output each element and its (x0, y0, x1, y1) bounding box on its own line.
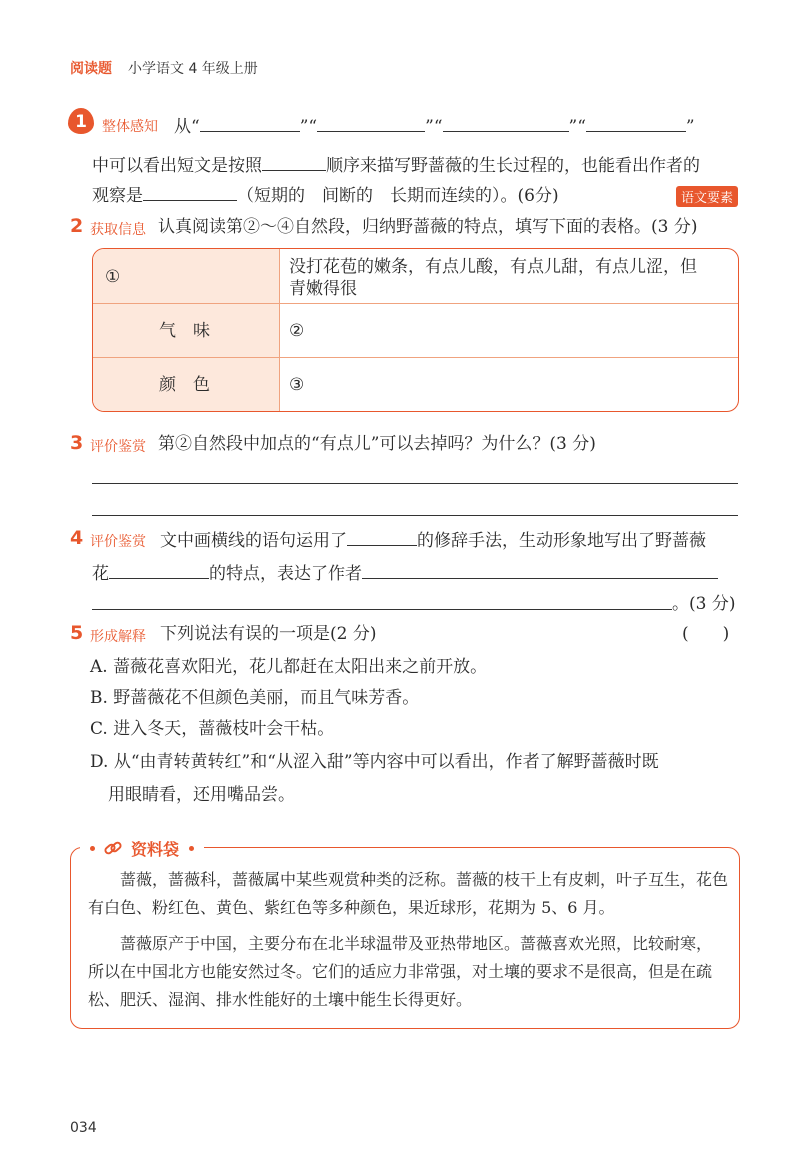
q5-tag: 形成解释 (90, 629, 146, 645)
q5-text: 下列说法有误的一项是(2 分) (160, 624, 377, 644)
q1-line3: 观察是 （短期的 间断的 长期而连续的）。(6分) (92, 182, 559, 208)
answer-blank[interactable] (317, 113, 425, 132)
q1-tag: 整体感知 (102, 119, 158, 135)
literacy-badge: 语文要素 (676, 186, 738, 207)
table-cell: ① (105, 267, 121, 287)
q2-number: 2 (70, 215, 84, 237)
option-d-cont: 用眼睛看，还用嘴品尝。 (108, 785, 295, 805)
answer-blank[interactable] (443, 113, 569, 132)
option-d[interactable]: D. 从“由青转黄转红”和“从涩入甜”等内容中可以看出，作者了解野蔷薇时既 (90, 752, 659, 772)
link-icon (103, 838, 123, 858)
q2-tag: 获取信息 (90, 222, 146, 238)
book-title: 小学语文 4 年级上册 (128, 61, 258, 77)
resource-paragraph: 蔷薇原产于中国，主要分布在北半球温带及亚热带地区。蔷薇喜欢光照，比较耐寒， 所以在中国北方也能安然过冬。它们的适应力非常强，对土壤的要求不是很高，但是在疏 松、肥沃、湿润、排水性能好的土壤中能生长得更好。 (88, 934, 713, 1009)
table-cell: 颜 色 (159, 375, 210, 395)
option-b[interactable]: B. 野蔷薇花不但颜色美丽，而且气味芳香。 (90, 688, 420, 708)
q3-number: 3 (70, 432, 84, 454)
q4-line1: 文中画横线的语句运用了 的修辞手法，生动形象地写出了野蔷薇 (160, 527, 706, 553)
table-cell[interactable]: ③ (289, 375, 305, 395)
table-cell[interactable]: ② (289, 321, 305, 341)
answer-blank[interactable] (362, 560, 718, 579)
table-cell: 没打花苞的嫩条，有点儿酸，有点儿甜，有点儿涩，但 (289, 257, 697, 277)
q4-score: 。(3 分) (672, 594, 736, 614)
answer-line[interactable] (92, 609, 672, 610)
q4-line2: 花 的特点，表达了作者 (92, 560, 718, 586)
option-a[interactable]: A. 蔷薇花喜欢阳光，花儿都赶在太阳出来之前开放。 (90, 657, 488, 677)
q4-tag: 评价鉴赏 (90, 534, 146, 550)
q1-line2: 中可以看出短文是按照 顺序来描写野蔷薇的生长过程的，也能看出作者的 (92, 152, 700, 178)
table-cell: 气 味 (159, 321, 210, 341)
resource-header (80, 836, 204, 860)
page-number: 034 (70, 1120, 97, 1136)
answer-blank[interactable] (262, 152, 326, 171)
answer-blank[interactable] (109, 560, 209, 579)
dot-icon (90, 846, 95, 851)
answer-blank[interactable] (200, 113, 300, 132)
table-divider (93, 303, 738, 304)
traits-table (92, 248, 739, 412)
dot-icon (189, 846, 194, 851)
resource-paragraph: 蔷薇，蔷薇科，蔷薇属中某些观赏种类的泛称。蔷薇的枝干上有皮刺，叶子互生，花色 有白色、粉红色、黄色、紫红色等多种颜色，果近球形，花期为 5、6 月。 (88, 870, 729, 917)
answer-paren[interactable]: ( ) (682, 624, 730, 644)
answer-line[interactable] (92, 515, 738, 516)
answer-line[interactable] (92, 483, 738, 484)
section-label: 阅读题 (70, 61, 112, 77)
answer-blank[interactable] (143, 182, 237, 201)
q5-number: 5 (70, 622, 84, 644)
resource-title: 资料袋 (131, 839, 180, 859)
table-divider (93, 357, 738, 358)
q3-text: 第②自然段中加点的“有点儿”可以去掉吗？为什么？(3 分) (158, 434, 596, 454)
q3-tag: 评价鉴赏 (90, 439, 146, 455)
answer-blank[interactable] (347, 527, 417, 546)
q1-line1: 从“ ”“ ”“ ”“ ” (174, 113, 695, 139)
option-c[interactable]: C. 进入冬天，蔷薇枝叶会干枯。 (90, 719, 335, 739)
q4-number: 4 (70, 527, 84, 549)
flame-icon: 1 (68, 108, 94, 134)
q2-text: 认真阅读第②～④自然段，归纳野蔷薇的特点，填写下面的表格。(3 分) (158, 217, 698, 237)
answer-blank[interactable] (586, 113, 686, 132)
table-cell: 青嫩得很 (289, 279, 357, 299)
